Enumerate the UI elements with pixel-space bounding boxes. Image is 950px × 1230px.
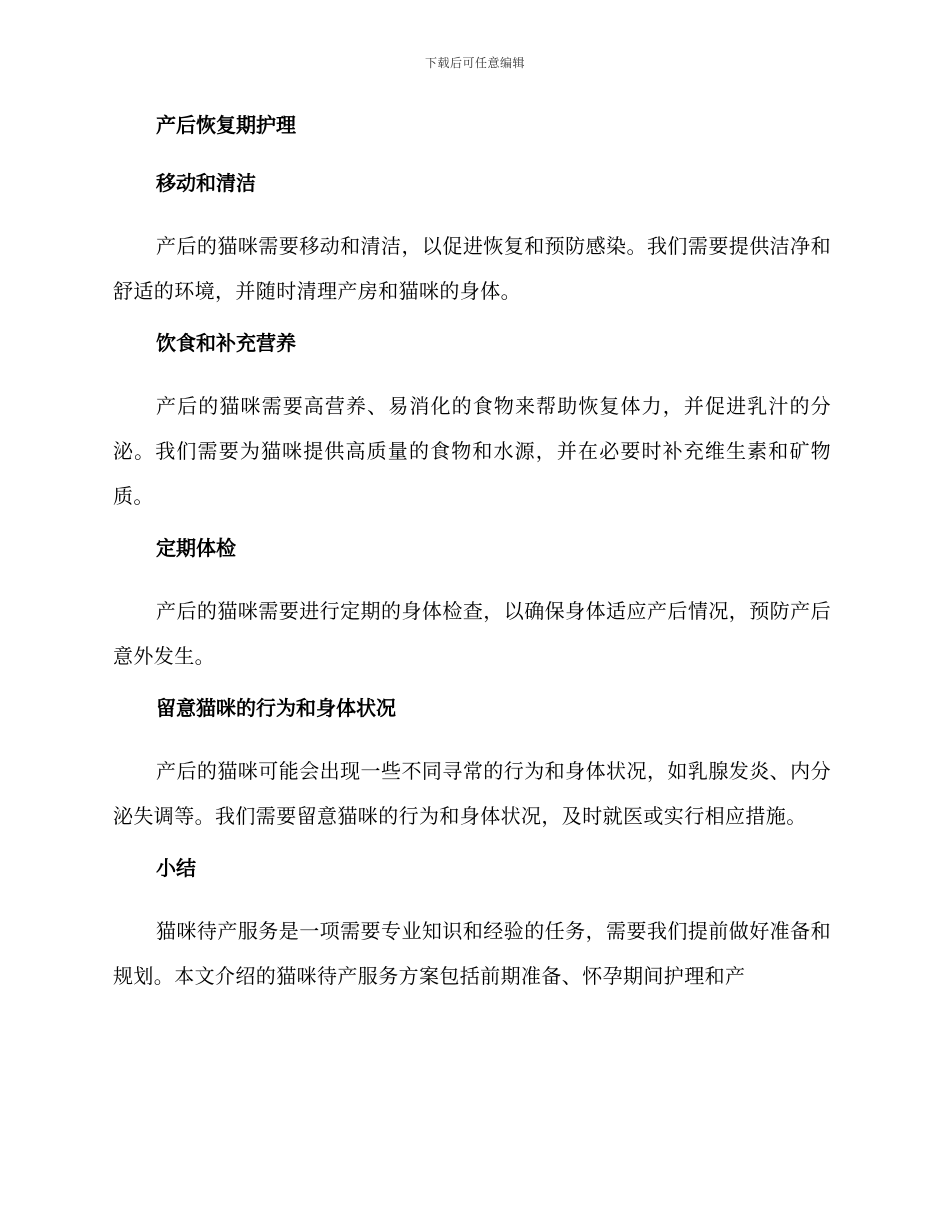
section-title: 产后恢复期护理 (156, 113, 296, 137)
paragraph-behavior-condition: 产后的猫咪可能会出现一些不同寻常的行为和身体状况，如乳腺发炎、内分泌失调等。我们需要留意猫咪的行为和身体状况，及时就医或实行相应措施。 (113, 759, 831, 828)
heading-behavior-condition: 留意猫咪的行为和身体状况 (156, 696, 396, 720)
paragraph-summary: 猫咪待产服务是一项需要专业知识和经验的任务，需要我们提前做好准备和规划。本文介绍的猫咪待产服务方案包括前期准备、怀孕期间护理和产 (113, 919, 831, 988)
heading-regular-checkup: 定期体检 (156, 536, 236, 560)
paragraph-regular-checkup: 产后的猫咪需要进行定期的身体检查，以确保身体适应产后情况，预防产后意外发生。 (113, 599, 831, 668)
heading-summary: 小结 (156, 856, 196, 880)
heading-mobility-cleaning: 移动和清洁 (156, 171, 256, 195)
header-note: 下载后可任意编辑 (424, 56, 525, 70)
paragraph-mobility-cleaning: 产后的猫咪需要移动和清洁，以促进恢复和预防感染。我们需要提供洁净和舒适的环境，并随时清理产房和猫咪的身体。 (113, 234, 831, 303)
heading-diet-nutrition: 饮食和补充营养 (156, 331, 296, 355)
document-body (113, 110, 831, 1013)
paragraph-diet-nutrition: 产后的猫咪需要高营养、易消化的食物来帮助恢复体力，并促进乳汁的分泌。我们需要为猫咪提供高质量的食物和水源，并在必要时补充维生素和矿物质。 (113, 394, 831, 508)
